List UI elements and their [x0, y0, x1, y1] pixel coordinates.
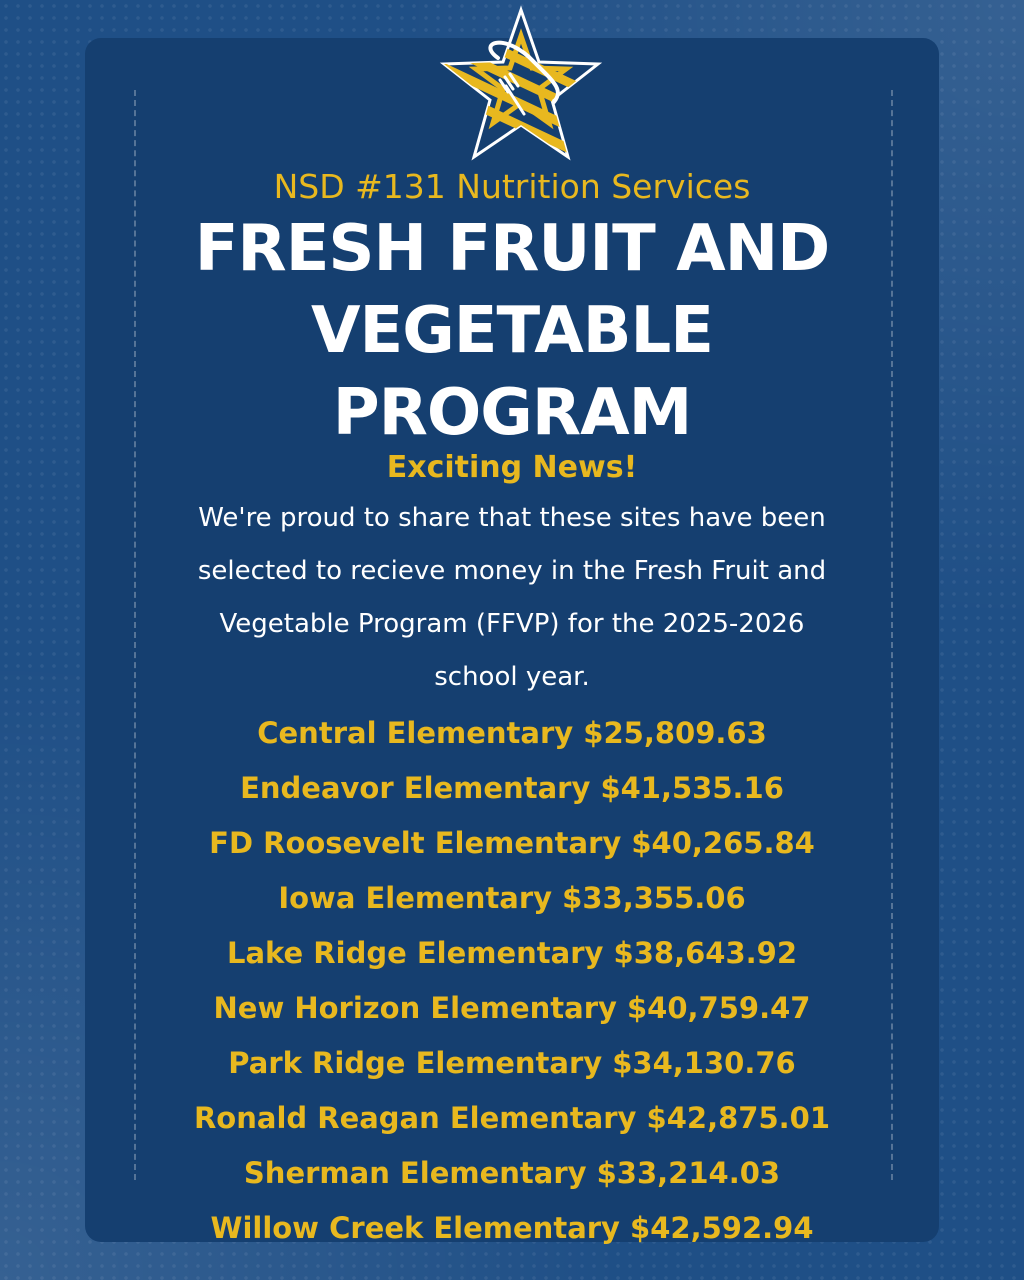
organization-name: NSD #131 Nutrition Services: [273, 167, 751, 206]
headline: Exciting News!: [386, 450, 638, 485]
site-item: Iowa Elementary $33,355.06: [278, 881, 746, 915]
main-content: [85, 160, 939, 1256]
program-title: [85, 208, 939, 454]
site-item: Ronald Reagan Elementary $42,875.01: [193, 1101, 831, 1135]
site-item: Sherman Elementary $33,214.03: [243, 1156, 781, 1190]
description-line: We're proud to share that these sites have been: [198, 503, 826, 533]
site-list: [85, 706, 939, 1256]
description-line: school year.: [434, 662, 590, 692]
title-line: FRESH FRUIT AND: [194, 212, 830, 286]
star-fork-logo-icon: [436, 2, 606, 164]
site-item: Lake Ridge Elementary $38,643.92: [226, 936, 798, 970]
description-line: selected to recieve money in the Fresh Fruit and: [197, 556, 827, 586]
site-item: FD Roosevelt Elementary $40,265.84: [209, 826, 815, 860]
title-line: PROGRAM: [332, 376, 692, 450]
description-line: Vegetable Program (FFVP) for the 2025-2026: [219, 609, 805, 639]
description: [92, 492, 932, 704]
site-item: Willow Creek Elementary $42,592.94: [210, 1211, 814, 1245]
site-item: Park Ridge Elementary $34,130.76: [228, 1046, 796, 1080]
site-item: Endeavor Elementary $41,535.16: [240, 771, 784, 805]
site-item: Central Elementary $25,809.63: [257, 716, 767, 750]
site-item: New Horizon Elementary $40,759.47: [213, 991, 811, 1025]
title-line: VEGETABLE: [311, 294, 713, 368]
